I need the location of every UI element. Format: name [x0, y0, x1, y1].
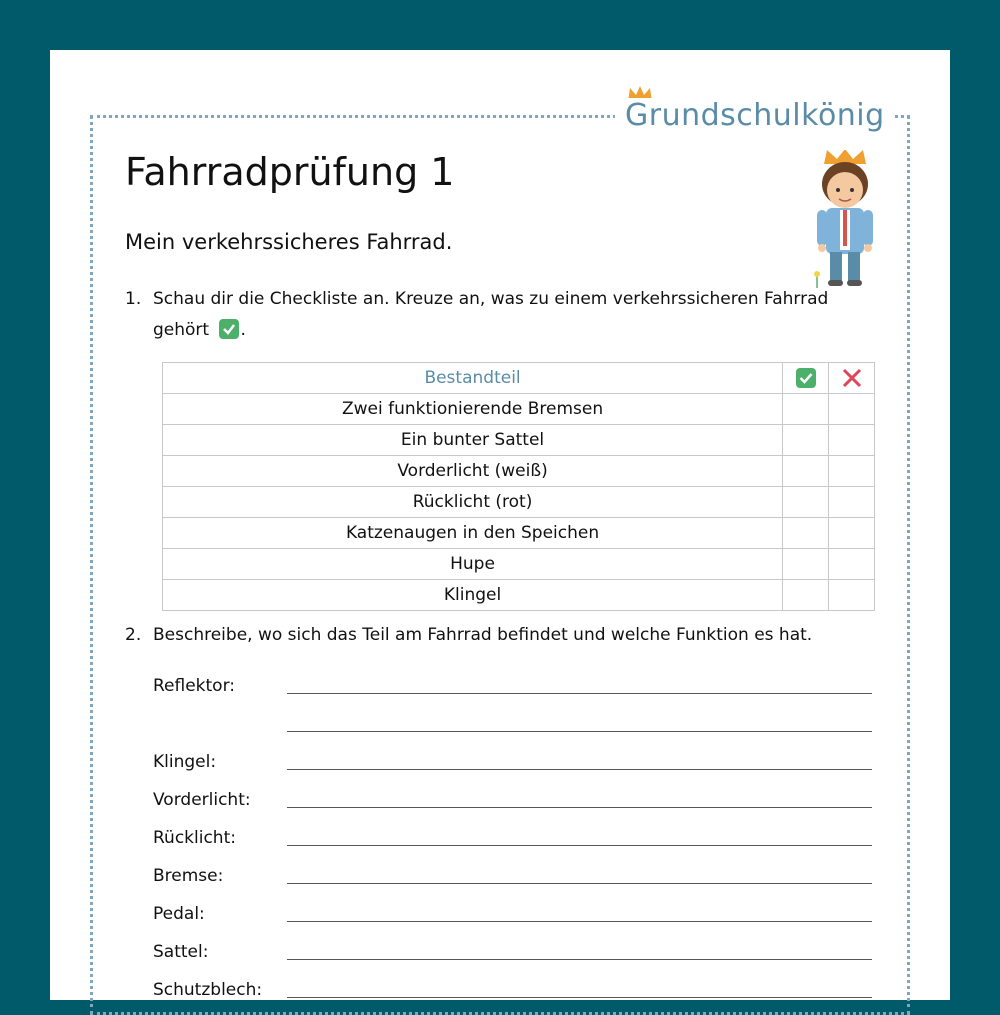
task-1-period: .	[240, 320, 246, 340]
header-component: Bestandteil	[163, 363, 783, 394]
field-ruecklicht	[153, 828, 873, 866]
task-1-number: 1.	[125, 289, 142, 309]
field-label: Reflektor:	[153, 676, 236, 696]
check-cell[interactable]	[783, 487, 829, 518]
answer-line[interactable]	[287, 807, 872, 808]
table-row	[163, 456, 875, 487]
field-sattel	[153, 942, 873, 980]
task-2-text: Beschreibe, wo sich das Teil am Fahrrad befindet und welche Funktion es hat.	[153, 625, 813, 645]
task-2	[125, 620, 885, 651]
check-icon	[219, 319, 239, 339]
table-row	[163, 487, 875, 518]
row-label: Hupe	[163, 549, 783, 580]
field-schutzblech	[153, 980, 873, 1000]
brand-logo: Grundschulkönig	[615, 98, 895, 133]
worksheet	[50, 50, 950, 1000]
field-bremse	[153, 866, 873, 904]
page-title: Fahrradprüfung 1	[125, 150, 455, 194]
answer-line[interactable]	[287, 997, 872, 998]
check-icon	[795, 367, 817, 389]
answer-line[interactable]	[287, 921, 872, 922]
cross-icon	[841, 367, 863, 389]
check-cell[interactable]	[783, 456, 829, 487]
header-cross	[829, 363, 875, 394]
row-label: Zwei funktionierende Bremsen	[163, 394, 783, 425]
cross-cell[interactable]	[829, 425, 875, 456]
field-label: Sattel:	[153, 942, 209, 962]
row-label: Ein bunter Sattel	[163, 425, 783, 456]
table-row	[163, 425, 875, 456]
answer-line[interactable]	[287, 731, 872, 732]
check-cell[interactable]	[783, 549, 829, 580]
answer-line[interactable]	[287, 845, 872, 846]
field-pedal	[153, 904, 873, 942]
row-label: Rücklicht (rot)	[163, 487, 783, 518]
row-label: Vorderlicht (weiß)	[163, 456, 783, 487]
answer-line[interactable]	[287, 769, 872, 770]
cross-cell[interactable]	[829, 394, 875, 425]
field-label: Pedal:	[153, 904, 205, 924]
check-cell[interactable]	[783, 580, 829, 611]
task-2-number: 2.	[125, 625, 142, 645]
check-cell[interactable]	[783, 394, 829, 425]
answer-line[interactable]	[287, 959, 872, 960]
row-label: Klingel	[163, 580, 783, 611]
cross-cell[interactable]	[829, 580, 875, 611]
cross-cell[interactable]	[829, 456, 875, 487]
table-row	[163, 549, 875, 580]
page-subtitle: Mein verkehrssicheres Fahrrad.	[125, 230, 453, 254]
answer-line[interactable]	[287, 693, 872, 694]
task-1-text-line2: gehört	[153, 320, 210, 340]
table-row	[163, 580, 875, 611]
field-label: Schutzblech:	[153, 980, 263, 1000]
task-1	[125, 284, 865, 346]
table-row	[163, 518, 875, 549]
field-label: Rücklicht:	[153, 828, 236, 848]
field-vorderlicht	[153, 790, 873, 828]
king-boy-illustration	[800, 150, 890, 290]
field-klingel	[153, 752, 873, 790]
row-label: Katzenaugen in den Speichen	[163, 518, 783, 549]
cross-cell[interactable]	[829, 518, 875, 549]
field-label: Vorderlicht:	[153, 790, 251, 810]
check-cell[interactable]	[783, 518, 829, 549]
table-header-row	[163, 363, 875, 394]
cross-cell[interactable]	[829, 549, 875, 580]
field-label: Klingel:	[153, 752, 217, 772]
checklist-table	[162, 362, 875, 611]
answer-line[interactable]	[287, 883, 872, 884]
cross-cell[interactable]	[829, 487, 875, 518]
header-check	[783, 363, 829, 394]
table-row	[163, 394, 875, 425]
check-cell[interactable]	[783, 425, 829, 456]
field-reflektor	[153, 676, 873, 756]
field-label: Bremse:	[153, 866, 224, 886]
task-1-text: Schau dir die Checkliste an. Kreuze an, was zu einem verkehrssicheren Fahrrad	[153, 289, 829, 309]
